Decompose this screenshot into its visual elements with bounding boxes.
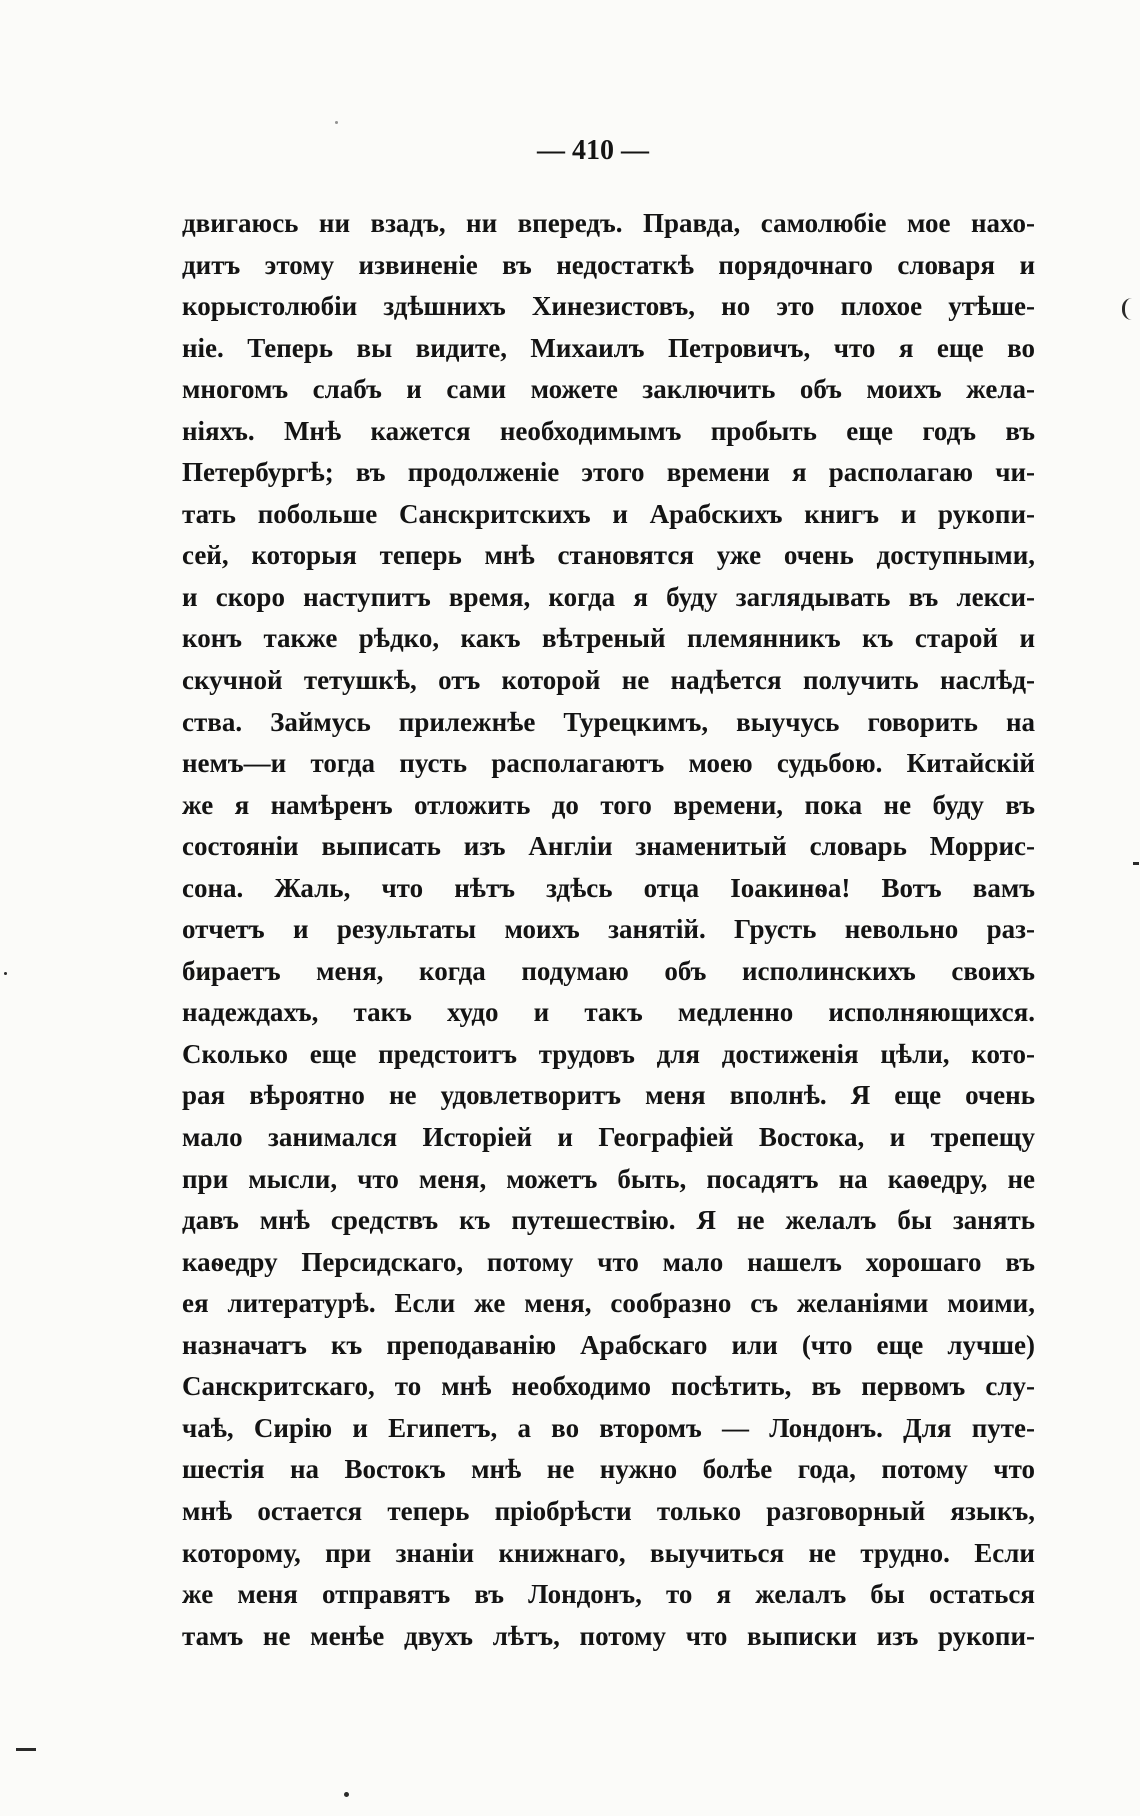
text-line: каѳедру Персидскаго, потому что мало нашелъ хорошаго въ [182, 1246, 1035, 1277]
text-line: шестія на Востокъ мнѣ не нужно болѣе года, потому что [182, 1454, 1035, 1485]
text-line: назначатъ къ преподаванію Арабскаго или (что еще лучше) [182, 1329, 1035, 1360]
scan-speck [4, 972, 7, 975]
scan-speck [335, 121, 338, 124]
scan-speck [344, 1792, 349, 1797]
text-line: отчетъ и результаты моихъ занятій. Грусть невольно раз- [182, 914, 1035, 945]
text-line: Сколько еще предстоитъ трудовъ для достиженія цѣли, кото- [182, 1038, 1035, 1069]
text-line: Петербургѣ; въ продолженіе этого времени я располагаю чи- [182, 457, 1035, 488]
scan-dash [1133, 862, 1139, 865]
text-line: ніе. Теперь вы видите, Михаилъ Петровичъ, что я еще во [182, 332, 1035, 363]
text-line: давъ мнѣ средствъ къ путешествію. Я не желалъ бы занять [182, 1205, 1035, 1236]
text-line: чаѣ, Сирію и Египетъ, а во второмъ — Лондонъ. Для путе- [182, 1412, 1035, 1443]
text-line: Санскритскаго, то мнѣ необходимо посѣтить, въ первомъ слу- [182, 1371, 1035, 1402]
text-line: тать побольше Санскритскихъ и Арабскихъ книгъ и рукопи- [182, 498, 1035, 529]
page-number: — 410 — [537, 135, 649, 166]
text-line: мнѣ остается теперь пріобрѣсти только разговорный языкъ, [182, 1495, 1035, 1526]
text-line: которому, при знаніи книжнаго, выучиться не трудно. Если [182, 1537, 1035, 1568]
text-line: рая вѣроятно не удовлетворитъ меня вполнѣ. Я еще очень [182, 1080, 1035, 1111]
text-line: скучной тетушкѣ, отъ которой не надѣется получить наслѣд- [182, 665, 1035, 696]
text-line: же меня отправятъ въ Лондонъ, то я желалъ бы остаться [182, 1579, 1035, 1610]
text-line: сей, которыя теперь мнѣ становятся уже очень доступными, [182, 540, 1035, 571]
text-line: и скоро наступитъ время, когда я буду заглядывать въ лекси- [182, 581, 1035, 612]
text-line: корыстолюбіи здѣшнихъ Хинезистовъ, но это плохое утѣше- [182, 291, 1035, 322]
text-line: ніяхъ. Мнѣ кажется необходимымъ пробыть еще годъ въ [182, 415, 1035, 446]
text-line: же я намѣренъ отложить до того времени, пока не буду въ [182, 789, 1035, 820]
text-line: немъ—и тогда пусть располагаютъ моею судьбою. Китайскій [182, 748, 1035, 779]
text-line: бираетъ меня, когда подумаю объ исполинскихъ своихъ [182, 955, 1035, 986]
text-line: состояніи выписать изъ Англіи знаменитый словарь Моррис- [182, 831, 1035, 862]
text-line: при мысли, что меня, можетъ быть, посадятъ на каѳедру, не [182, 1163, 1035, 1194]
scan-margin-mark [1122, 298, 1133, 320]
text-line: ства. Займусь прилежнѣе Турецкимъ, выучусь говорить на [182, 706, 1035, 737]
text-line: тамъ не менѣе двухъ лѣтъ, потому что выписки изъ рукопи- [182, 1620, 1035, 1651]
body-text [182, 203, 1035, 1657]
text-line: двигаюсь ни взадъ, ни впередъ. Правда, самолюбіе мое нахо- [182, 208, 1035, 238]
text-line: надеждахъ, такъ худо и такъ медленно исполняющихся. [182, 997, 1035, 1028]
text-line: дитъ этому извиненіе въ недостаткѣ порядочнаго словаря и [182, 249, 1035, 280]
text-line: конъ также рѣдко, какъ вѣтреный племянникъ къ старой и [182, 623, 1035, 654]
text-line: сона. Жаль, что нѣтъ здѣсь отца Іоакинѳа! Вотъ вамъ [182, 872, 1035, 903]
text-line: многомъ слабъ и сами можете заключить объ моихъ жела- [182, 374, 1035, 405]
text-line: мало занимался Исторіей и Географіей Востока, и трепещу [182, 1122, 1035, 1153]
text-line: ея литературѣ. Если же меня, сообразно съ желаніями моими, [182, 1288, 1035, 1319]
scan-dash [16, 1748, 36, 1751]
